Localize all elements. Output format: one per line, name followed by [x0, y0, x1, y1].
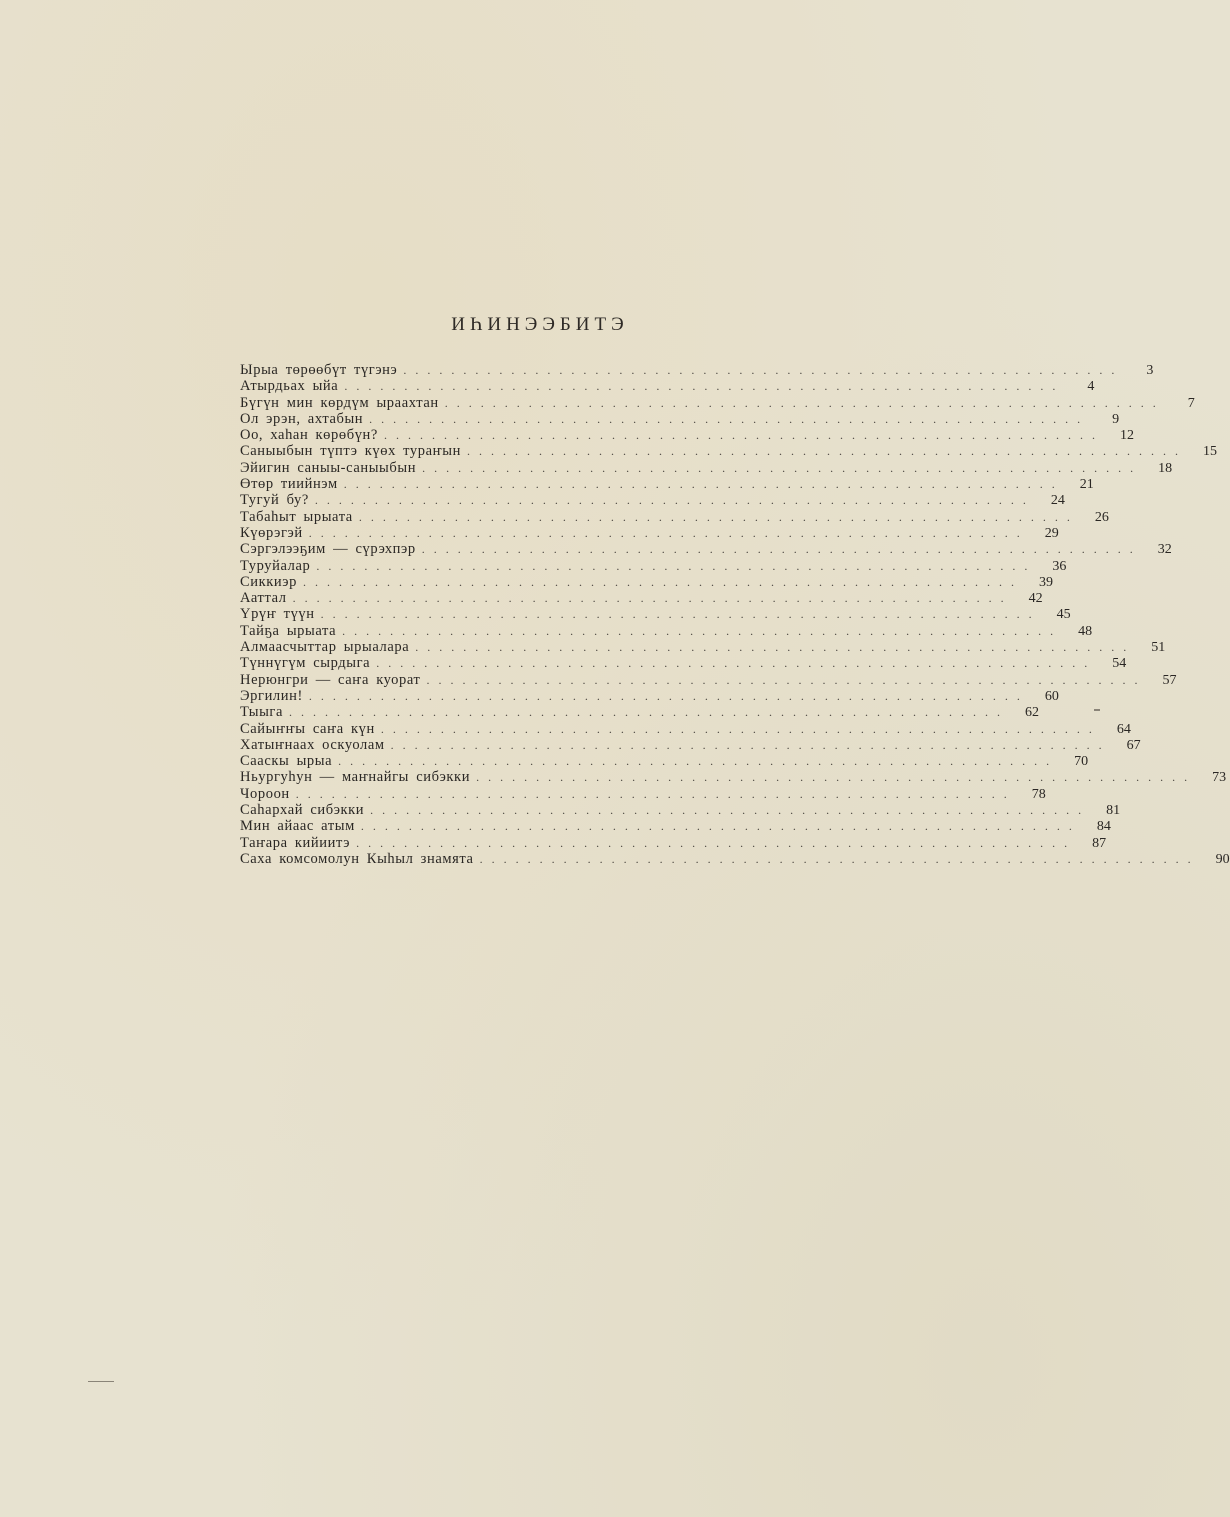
dot-leader: ............................................................ — [467, 444, 1187, 459]
toc-entry-page: 64 — [1116, 721, 1131, 737]
toc-entry-page: 39 — [1038, 574, 1053, 590]
dot-leader: ............................................................ — [316, 558, 1037, 573]
dot-leader: ............................................................ — [356, 835, 1077, 850]
toc-entry — [240, 524, 1059, 541]
dot-leader: ............................................................ — [308, 525, 1029, 540]
dot-leader: ............................................................ — [390, 737, 1111, 752]
scan-edge-mark — [1094, 709, 1100, 711]
dot-leader: ............................................................ — [314, 493, 1035, 508]
toc-entry-page: 3 — [1146, 363, 1154, 378]
toc-entry-page: 48 — [1078, 623, 1093, 639]
dot-leader: ............................................................ — [476, 770, 1197, 785]
toc-entry-title: Ньургуһун — маҥнайгы сибэкки — [240, 769, 471, 786]
toc-entry-page: 21 — [1079, 477, 1094, 493]
toc-entry — [240, 720, 1131, 737]
toc-entry — [240, 769, 1227, 786]
toc-entry-title: Табаһыт ырыата — [240, 508, 353, 525]
toc-entry — [240, 541, 1172, 558]
toc-entry-page: 15 — [1203, 444, 1217, 460]
toc-entry-title: Тыыга — [240, 704, 284, 721]
toc-entry — [240, 818, 1111, 835]
toc-entry-title: Алмаасчыттар ырыалара — [240, 639, 410, 656]
toc-entry-title: Ааттал — [240, 590, 287, 607]
toc-entry-page: 57 — [1162, 672, 1177, 688]
toc-entry — [240, 508, 1109, 525]
toc-entry — [240, 573, 1053, 590]
toc-entry — [240, 590, 1043, 607]
toc-entry-page: 18 — [1158, 460, 1173, 476]
toc-entry — [240, 410, 1120, 427]
dot-leader: ............................................................ — [479, 851, 1200, 866]
toc-entry — [240, 606, 1071, 623]
toc-entry — [240, 736, 1141, 753]
toc-entry-title: Ырыа төрөөбүт түгэнэ — [240, 362, 398, 378]
dot-leader: ............................................................ — [343, 477, 1064, 492]
toc-entry-title: Тугуй бу? — [240, 492, 309, 509]
toc-entry-page: 62 — [1025, 705, 1040, 721]
dot-leader: ............................................................ — [342, 623, 1063, 638]
scan-edge-mark — [88, 1381, 114, 1382]
toc-entry-page: 24 — [1050, 493, 1065, 509]
toc-entry-title: Бүгүн мин көрдүм ыраахтан — [240, 394, 439, 411]
dot-leader: ............................................................ — [369, 411, 1090, 426]
toc-entry-page: 73 — [1212, 770, 1227, 786]
toc-entry-title: Ол эрэн, ахтабын — [240, 410, 364, 427]
toc-title: ИҺИНЭЭБИТЭ — [451, 314, 629, 335]
toc-entry-title: Тайҕа ырыата — [240, 622, 337, 639]
toc-entry-title: Сааскы ырыа — [240, 753, 333, 770]
toc-entry-page: 32 — [1157, 542, 1172, 558]
toc-entry-page: 29 — [1044, 525, 1059, 541]
toc-entry-title: Сэргэлээҕим — сүрэхпэр — [240, 541, 416, 558]
toc-entry-title: Мин айаас атым — [240, 818, 355, 835]
toc-entry-title: Үрүҥ түүн — [240, 606, 315, 623]
dot-leader: ............................................................ — [380, 721, 1101, 736]
dot-leader: ............................................................ — [403, 363, 1124, 377]
dot-leader: ............................................................ — [370, 803, 1091, 818]
table-of-contents — [240, 362, 1230, 867]
dot-leader: ............................................................ — [289, 705, 1010, 720]
toc-entry-page: 84 — [1096, 819, 1111, 835]
toc-entry-page: 67 — [1126, 737, 1141, 753]
toc-entry — [240, 622, 1093, 639]
dot-leader: ............................................................ — [383, 428, 1104, 443]
toc-entry-page: 42 — [1028, 591, 1043, 607]
toc-entry-title: Туруйалар — [240, 557, 311, 574]
toc-entry-title: Күөрэгэй — [240, 524, 303, 541]
toc-entry-title: Түннүгүм сырдыга — [240, 655, 371, 672]
dot-leader: ............................................................ — [426, 672, 1147, 687]
dot-leader: ............................................................ — [415, 640, 1136, 655]
toc-entry-page: 4 — [1087, 379, 1095, 395]
toc-entry-title: Атырдьах ыйа — [240, 378, 339, 395]
toc-entry — [240, 557, 1067, 574]
toc-entry-title: Оо, хаһан көрөбүн? — [240, 427, 378, 444]
toc-entry-title: Хатыҥнаах оскуолам — [240, 736, 385, 753]
dot-leader: ............................................................ — [295, 786, 1016, 801]
dot-leader: ............................................................ — [302, 574, 1023, 589]
toc-entry-title: Өтөр тиийнэм — [240, 476, 338, 493]
toc-entry — [240, 378, 1095, 395]
toc-entry-page: 90 — [1215, 851, 1230, 867]
toc-entry — [240, 834, 1107, 851]
toc-entry-title: Эргилин! — [240, 687, 303, 704]
dot-leader: ............................................................ — [344, 379, 1065, 394]
toc-entry-page: 45 — [1056, 607, 1071, 623]
toc-entry-page: 26 — [1094, 509, 1109, 525]
toc-entry-page: 36 — [1052, 558, 1067, 574]
dot-leader: ............................................................ — [444, 395, 1165, 410]
dot-leader: ............................................................ — [308, 688, 1029, 703]
toc-entry — [240, 850, 1230, 867]
toc-entry — [240, 704, 1040, 721]
dot-leader: ............................................................ — [338, 754, 1059, 769]
dot-leader: ............................................................ — [320, 607, 1041, 622]
toc-entry — [240, 639, 1166, 656]
toc-entry-title: Чороон — [240, 785, 290, 802]
toc-entry-page: 12 — [1119, 428, 1134, 444]
toc-entry-page: 78 — [1031, 786, 1046, 802]
toc-entry — [240, 443, 1217, 460]
toc-entry-title: Таҥара кийиитэ — [240, 834, 351, 851]
toc-entry-page: 60 — [1044, 688, 1059, 704]
toc-entry-title: Эйигин саныы-саныыбын — [240, 459, 417, 476]
toc-entry — [240, 459, 1173, 476]
toc-entry — [240, 492, 1065, 509]
toc-entry-title: Сиккиэр — [240, 573, 297, 590]
dot-leader: ............................................................ — [358, 509, 1079, 524]
toc-entry — [240, 671, 1177, 688]
toc-entry — [240, 655, 1127, 672]
toc-entry — [240, 785, 1046, 802]
toc-entry-page: 54 — [1112, 656, 1127, 672]
toc-entry — [240, 476, 1094, 493]
toc-entry-page: 7 — [1187, 395, 1195, 411]
dot-leader: ............................................................ — [376, 656, 1097, 671]
toc-entry-page: 51 — [1151, 640, 1166, 656]
dot-leader: ............................................................ — [421, 542, 1142, 557]
toc-entry-title: Нерюнгри — саҥа куорат — [240, 671, 421, 688]
toc-entry-title: Саһархай сибэкки — [240, 802, 365, 819]
toc-entry — [240, 427, 1134, 444]
toc-entry — [240, 362, 1154, 378]
toc-entry — [240, 753, 1089, 770]
toc-entry-page: 87 — [1092, 835, 1107, 851]
toc-entry-title: Саныыбын түптэ күөх тураҥын — [240, 443, 461, 460]
toc-entry-page: 81 — [1106, 803, 1121, 819]
toc-entry-title: Саха комсомолун Кыһыл знамята — [240, 850, 474, 867]
dot-leader: ............................................................ — [292, 591, 1013, 606]
toc-entry — [240, 802, 1121, 819]
toc-entry — [240, 687, 1059, 704]
toc-entry-title: Сайыҥҥы саҥа күн — [240, 720, 375, 737]
toc-entry — [240, 394, 1195, 411]
dot-leader: ............................................................ — [422, 460, 1143, 475]
toc-entry-page: 70 — [1074, 754, 1089, 770]
dot-leader: ............................................................ — [360, 819, 1081, 834]
toc-entry-page: 9 — [1112, 411, 1120, 427]
